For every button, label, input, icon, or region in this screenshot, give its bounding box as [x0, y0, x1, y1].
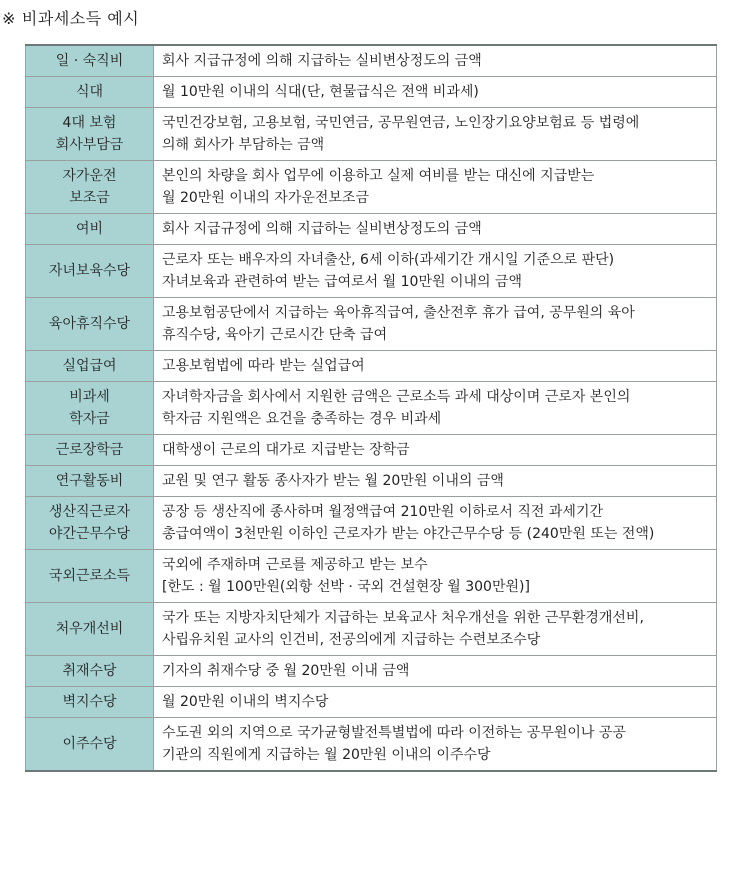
table-row: [26, 245, 717, 298]
category-label: 처우개선비: [55, 621, 124, 637]
table-row: [26, 108, 717, 161]
category-label: 회사부담금: [55, 137, 124, 153]
description-cell: [154, 298, 717, 351]
category-label: 자녀보육수당: [48, 263, 131, 279]
category-label: 일 · 숙직비: [55, 53, 124, 69]
description-text: 월 20만원 이내의 자가운전보조금: [162, 190, 369, 206]
description-text: 회사 지급규정에 의해 지급하는 실비변상정도의 금액: [162, 221, 482, 237]
description-cell: [154, 351, 717, 382]
table-row: [26, 656, 717, 687]
description-text: 수도권 외의 지역으로 국가균형발전특별법에 따라 이전하는 공무원이나 공공: [162, 725, 626, 741]
category-cell: [26, 656, 154, 687]
category-label: 비과세: [69, 389, 110, 405]
category-label: 실업급여: [62, 358, 117, 374]
category-label: 벽지수당: [62, 694, 117, 710]
category-label: 4대 보험: [62, 115, 117, 131]
reference-mark: ※: [2, 9, 16, 28]
category-label: 여비: [75, 221, 104, 237]
description-text: 자녀보육과 관련하여 받는 급여로서 월 10만원 이내의 금액: [162, 274, 523, 290]
description-text: 자녀학자금을 회사에서 지원한 금액은 근로소득 과세 대상이며 근로자 본인의: [162, 389, 631, 405]
description-text: 기자의 취재수당 중 월 20만원 이내 금액: [162, 663, 410, 679]
table-row: [26, 718, 717, 772]
table-row: [26, 77, 717, 108]
description-text: 기관의 직원에게 지급하는 월 20만원 이내의 이주수당: [162, 747, 491, 763]
table-row: [26, 45, 717, 77]
page-title: [2, 6, 139, 29]
description-text: 월 10만원 이내의 식대(단, 현물급식은 전액 비과세): [162, 84, 479, 100]
category-cell: [26, 77, 154, 108]
description-text: 본인의 차량을 회사 업무에 이용하고 실제 여비를 받는 대신에 지급받는: [162, 168, 595, 184]
description-text: 대학생이 근로의 대가로 지급받는 장학금: [162, 442, 410, 458]
description-text: 휴직수당, 육아기 근로시간 단축 급여: [162, 327, 388, 343]
table-row: [26, 161, 717, 214]
table-row: [26, 382, 717, 435]
description-cell: [154, 161, 717, 214]
description-text: 총급여액이 3천만원 이하인 근로자가 받는 야간근무수당 등 (240만원 또는 전액): [162, 526, 655, 542]
page-title-text: 비과세소득 예시: [21, 9, 140, 28]
description-text: 교원 및 연구 활동 종사자가 받는 월 20만원 이내의 금액: [162, 473, 504, 489]
description-cell: [154, 687, 717, 718]
category-cell: [26, 466, 154, 497]
category-cell: [26, 687, 154, 718]
description-cell: [154, 603, 717, 656]
description-text: 고용보험법에 따라 받는 실업급여: [162, 358, 365, 374]
description-cell: [154, 382, 717, 435]
category-label: 연구활동비: [55, 473, 124, 489]
description-cell: [154, 497, 717, 550]
category-cell: [26, 214, 154, 245]
description-cell: [154, 214, 717, 245]
category-label: 취재수당: [62, 663, 117, 679]
category-label: 생산직근로자: [48, 504, 131, 520]
table-row: [26, 298, 717, 351]
description-cell: [154, 45, 717, 77]
category-label: 보조금: [69, 190, 110, 206]
table-row: [26, 687, 717, 718]
description-cell: [154, 77, 717, 108]
description-cell: [154, 108, 717, 161]
category-label: 야간근무수당: [48, 526, 131, 542]
description-cell: [154, 435, 717, 466]
description-text: [한도 : 월 100만원(외항 선박 · 국외 건설현장 월 300만원)]: [162, 579, 530, 595]
description-text: 의해 회사가 부담하는 금액: [162, 137, 325, 153]
description-cell: [154, 550, 717, 603]
description-cell: [154, 718, 717, 772]
category-cell: [26, 245, 154, 298]
category-cell: [26, 45, 154, 77]
category-cell: [26, 382, 154, 435]
table-row: [26, 466, 717, 497]
description-cell: [154, 656, 717, 687]
category-cell: [26, 298, 154, 351]
description-text: 월 20만원 이내의 벽지수당: [162, 694, 329, 710]
table-row: [26, 435, 717, 466]
category-label: 학자금: [69, 411, 110, 427]
description-text: 사립유치원 교사의 인건비, 전공의에게 지급하는 수련보조수당: [162, 632, 541, 648]
description-text: 국외에 주재하며 근로를 제공하고 받는 보수: [162, 557, 428, 573]
table-row: [26, 351, 717, 382]
description-text: 회사 지급규정에 의해 지급하는 실비변상정도의 금액: [162, 53, 482, 69]
description-text: 고용보험공단에서 지급하는 육아휴직급여, 출산전후 휴가 급여, 공무원의 육아: [162, 305, 635, 321]
table-row: [26, 497, 717, 550]
description-text: 국민건강보험, 고용보험, 국민연금, 공무원연금, 노인장기요양보험료 등 법령에: [162, 115, 640, 131]
category-label: 근로장학금: [55, 442, 124, 458]
category-label: 이주수당: [62, 736, 117, 752]
table-row: [26, 214, 717, 245]
category-cell: [26, 108, 154, 161]
category-cell: [26, 718, 154, 772]
description-cell: [154, 466, 717, 497]
description-text: 학자금 지원액은 요건을 충족하는 경우 비과세: [162, 411, 442, 427]
table-row: [26, 603, 717, 656]
category-label: 식대: [75, 84, 104, 100]
category-label: 육아휴직수당: [48, 316, 131, 332]
category-label: 국외근로소득: [48, 568, 131, 584]
category-cell: [26, 550, 154, 603]
category-cell: [26, 351, 154, 382]
category-cell: [26, 161, 154, 214]
table-body: [26, 45, 717, 771]
description-text: 근로자 또는 배우자의 자녀출산, 6세 이하(과세기간 개시일 기준으로 판단): [162, 252, 615, 268]
description-text: 공장 등 생산직에 종사하며 월정액급여 210만원 이하로서 직전 과세기간: [162, 504, 603, 520]
description-cell: [154, 245, 717, 298]
category-label: 자가운전: [62, 168, 117, 184]
table-row: [26, 550, 717, 603]
description-text: 국가 또는 지방자치단체가 지급하는 보육교사 처우개선을 위한 근무환경개선비,: [162, 610, 644, 626]
category-cell: [26, 497, 154, 550]
category-cell: [26, 603, 154, 656]
category-cell: [26, 435, 154, 466]
tax-exempt-income-table: [25, 44, 717, 772]
